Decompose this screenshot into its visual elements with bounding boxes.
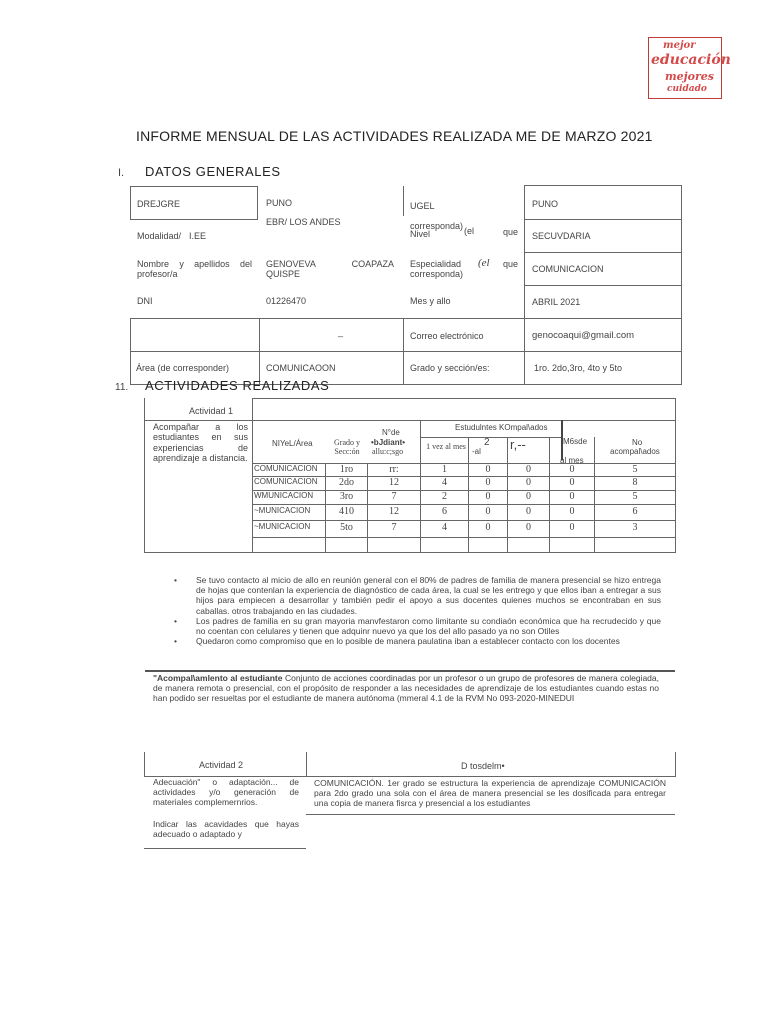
header-tres: r,-- (510, 437, 526, 452)
header-dos-2: -al (472, 447, 481, 456)
table-border (524, 185, 682, 186)
definition-text: Conjunto de acciones coordinadas por un profesor o un grupo de profesores de manera colegiada, de manera remota o presencial, con el propósito de responder a las necesidades de aprendizaje de los estudiantes cuando estas no han podido ser resueltas por el estudiante de manera autónoma (mmeral 4.1 de la RVM No 093-2020-MINEDUI (153, 673, 659, 704)
table-border (130, 186, 131, 220)
table-cell-e: 8 (632, 477, 638, 488)
table-cell-d: 0 (569, 464, 575, 475)
section-2-number: 11. (115, 382, 129, 393)
especialidad-label-el: (el (478, 257, 490, 269)
especialidad-value: COMUNICACION (532, 264, 604, 274)
table-border (252, 398, 676, 399)
bullet-text: Los padres de familia en su gran mayoria manvfestaron como limitante su condiaón económica que ha recrudecido y que no coentan con celulares y tienen que adquinr nuevo ya que los del allo pasado ya no son Otiles (196, 615, 661, 636)
table-cell-e: 5 (632, 464, 638, 475)
header-ndep: N°de (382, 428, 400, 437)
header-no-2: acompal\ados (610, 447, 660, 456)
section-2-title: ACTIVIDADES REALIZADAS (145, 378, 330, 393)
logo-text-3: mejores (665, 70, 714, 83)
table-cell-d: 0 (569, 522, 575, 533)
table-border (524, 252, 682, 253)
area-value: COMUNICAOON (266, 363, 336, 373)
table-cell-e: 3 (632, 522, 638, 533)
header-ndep-3: allu:c;sgo (372, 447, 404, 456)
table-cell-grado: 1ro (339, 464, 354, 475)
grado-value: 1ro. 2do,3ro, 4to y 5to (534, 363, 623, 373)
bullet-item (171, 636, 661, 646)
table-border (675, 752, 676, 777)
definition-term: "Acompal\amlento al estudiante (153, 673, 283, 683)
table-border (144, 552, 676, 553)
table-cell-d: 0 (569, 491, 575, 502)
institution-logo (648, 37, 731, 99)
table-cell-d: 0 (569, 477, 575, 488)
table-border (144, 848, 306, 849)
actividad-2-left-text: Adecuación" o adaptación... de actividades y/o generación de materiales complemernrios. (153, 777, 299, 807)
table-cell-a: 2 (442, 491, 447, 502)
header-nivel: NIYeL/Área (272, 439, 313, 448)
nivel-label-el: (el (464, 226, 475, 236)
actividad-2-right-text: COMUNICACIÓN. 1er grado se estructura la experiencia de aprendizaje COMUNICACIÓN para 2do grado una sola con el área de manera presencial se les dosificada para entregar una copia de manera fisrca y presencial a los estudiantes (314, 778, 666, 808)
nivel-label-nivel: Nivel (410, 229, 431, 239)
table-border (257, 186, 258, 220)
actividad-1-description: Acompañar a los estudiantes en sus experiencias de aprendizaje a distancia. (153, 422, 248, 464)
header-estudiantes: Estudulntes KOmpal\ados (455, 423, 548, 432)
table-cell-a: 4 (442, 522, 447, 533)
nivel-label: corresponda) (410, 221, 464, 231)
table-cell-n: 7 (391, 522, 397, 533)
actividad-2-left-text-2: Indicar las acavidades que hayas adecuado o adaptado y (153, 819, 299, 839)
table-cell-grado: 410 (339, 506, 354, 517)
correo-value: genocoaqui@gmail.com (532, 330, 635, 341)
header-grado: Grado y Secc:ón (334, 438, 360, 457)
dni-value: 01226470 (266, 296, 307, 306)
modalidad-ie: I.EE (189, 231, 207, 241)
table-cell-n: 12 (389, 506, 399, 517)
actividad-1-label: Actividad 1 (189, 406, 234, 416)
table-cell-n: 12 (389, 477, 399, 488)
table-border (144, 752, 145, 777)
table-cell-area: COMUNICACION (254, 464, 318, 473)
correo-label: Correo electrónico (410, 331, 484, 341)
table-cell-c: 0 (526, 522, 531, 533)
bullet-item (171, 616, 661, 636)
header-mas: M6sde (563, 437, 588, 446)
table-cell-grado: 5to (340, 522, 353, 533)
table-cell-area: ~MUNICACION (254, 522, 311, 531)
table-border (252, 504, 676, 505)
table-cell-b: 0 (485, 491, 491, 502)
table-border (403, 186, 404, 216)
table-border (675, 398, 676, 552)
table-border (306, 814, 675, 815)
table-cell-e: 6 (632, 506, 638, 517)
modalidad-value: EBR/ LOS ANDES (266, 217, 341, 227)
bullet-text: Quedaron como compromiso que en lo posible de manera paulatina iban a establecer contacto con los docentes (196, 636, 620, 647)
table-border (130, 219, 257, 220)
especialidad-label: Especialidad (410, 259, 462, 269)
bullet-text: Se tuvo contacto al micio de allo en reunión general con el 80% de padres de familia de manera presencial se hizo entrega de hojas que contenlan la experiencia de diagnóstico de cada área, la cual se les entrego y que ellos iban a entregar a sus hijos para empiecen a desarrollar y también pedir el apoyo a sus docentes quienes muchos se encontraban en sus caballas. otros trabajando en las ciudades. (196, 575, 661, 616)
dre-value: PUNO (266, 198, 293, 208)
table-cell-area: COMUNICACION (254, 477, 318, 486)
section-1-title: DATOS GENERALES (145, 164, 281, 179)
table-cell-b: 0 (485, 477, 491, 488)
table-cell-grado: 3ro (339, 491, 354, 502)
header-mas-2: al mes (560, 456, 584, 465)
table-cell-n: 7 (391, 491, 397, 502)
table-cell-d: 0 (569, 506, 575, 517)
table-border (144, 398, 145, 552)
table-cell-b: 0 (485, 464, 491, 475)
header-dos: 2 (484, 437, 490, 448)
definition-block (153, 673, 659, 704)
table-cell-a: 6 (442, 506, 447, 517)
actividad-2-label: Actividad 2 (199, 760, 244, 770)
table-border (524, 219, 682, 220)
ugel-value: PUNO (532, 199, 559, 209)
logo-text-4: cuidado (667, 84, 707, 94)
ugel-label: UGEL (410, 201, 435, 211)
nivel-value: SECUVDARIA (532, 231, 591, 241)
nombre-value: GENOVEVA COAPAZA QUISPE (266, 259, 394, 280)
table-cell-b: 0 (485, 506, 491, 517)
dre-label: DREJGRE (137, 199, 181, 209)
especialidad-label-corresponda: corresponda) (410, 269, 464, 279)
table-cell-b: 0 (485, 522, 491, 533)
table-border (130, 351, 682, 352)
table-cell-c: 0 (526, 477, 531, 488)
nivel-label-que: que (503, 227, 519, 237)
bullet-item (171, 575, 661, 616)
table-border (524, 285, 682, 286)
section-1-number: I. (118, 167, 125, 179)
table-cell-n: rr: (389, 464, 399, 475)
table-border (252, 398, 253, 552)
especialidad-label-que: que (503, 259, 519, 269)
table-border (306, 752, 307, 777)
table-cell-area: ~MUNICACION (254, 506, 311, 515)
table-cell-c: 0 (526, 491, 531, 502)
header-vez: 1 vez al mes (426, 442, 466, 451)
header-no: No (632, 438, 643, 447)
logo-text-1: mejor (663, 40, 696, 51)
bullet-icon: • (174, 615, 177, 626)
grado-label: Grado y sección/es: (410, 363, 490, 373)
table-cell-e: 5 (632, 491, 638, 502)
divider (145, 670, 675, 672)
header-ndep-2: •bJdiant• (371, 438, 406, 447)
dni-label: DNI (137, 296, 153, 306)
table-cell-a: 4 (442, 477, 447, 488)
document-title: INFORME MENSUAL DE LAS ACTIVIDADES REALIZADA ME DE MARZO 2021 (136, 128, 653, 144)
table-cell-grado: 2do (339, 477, 354, 488)
table-border (130, 318, 682, 319)
table-border (130, 186, 257, 187)
table-border (420, 437, 561, 438)
mes-label: Mes y allo (410, 296, 451, 306)
modalidad-label: Modalidad/ (137, 231, 182, 241)
observations-list (171, 575, 661, 646)
table-border (252, 537, 676, 538)
bullet-icon: • (174, 636, 177, 647)
nombre-label: Nombre y apellidos del profesor/a (137, 259, 252, 280)
actividad-2-header: D tosdelm• (461, 761, 505, 771)
table-border (252, 520, 676, 521)
bullet-icon: • (174, 575, 177, 585)
table-border (144, 420, 676, 421)
logo-text-2: educación (651, 52, 731, 68)
mes-value: ABRIL 2021 (532, 297, 581, 307)
area-label: Área (de corresponder) (136, 363, 230, 373)
table-cell-c: 0 (526, 464, 531, 475)
table-cell-area: WMUNICACION (254, 491, 314, 500)
table-cell-a: 1 (442, 464, 447, 475)
table-cell-c: 0 (526, 506, 531, 517)
dash-mark: _ (338, 327, 344, 337)
